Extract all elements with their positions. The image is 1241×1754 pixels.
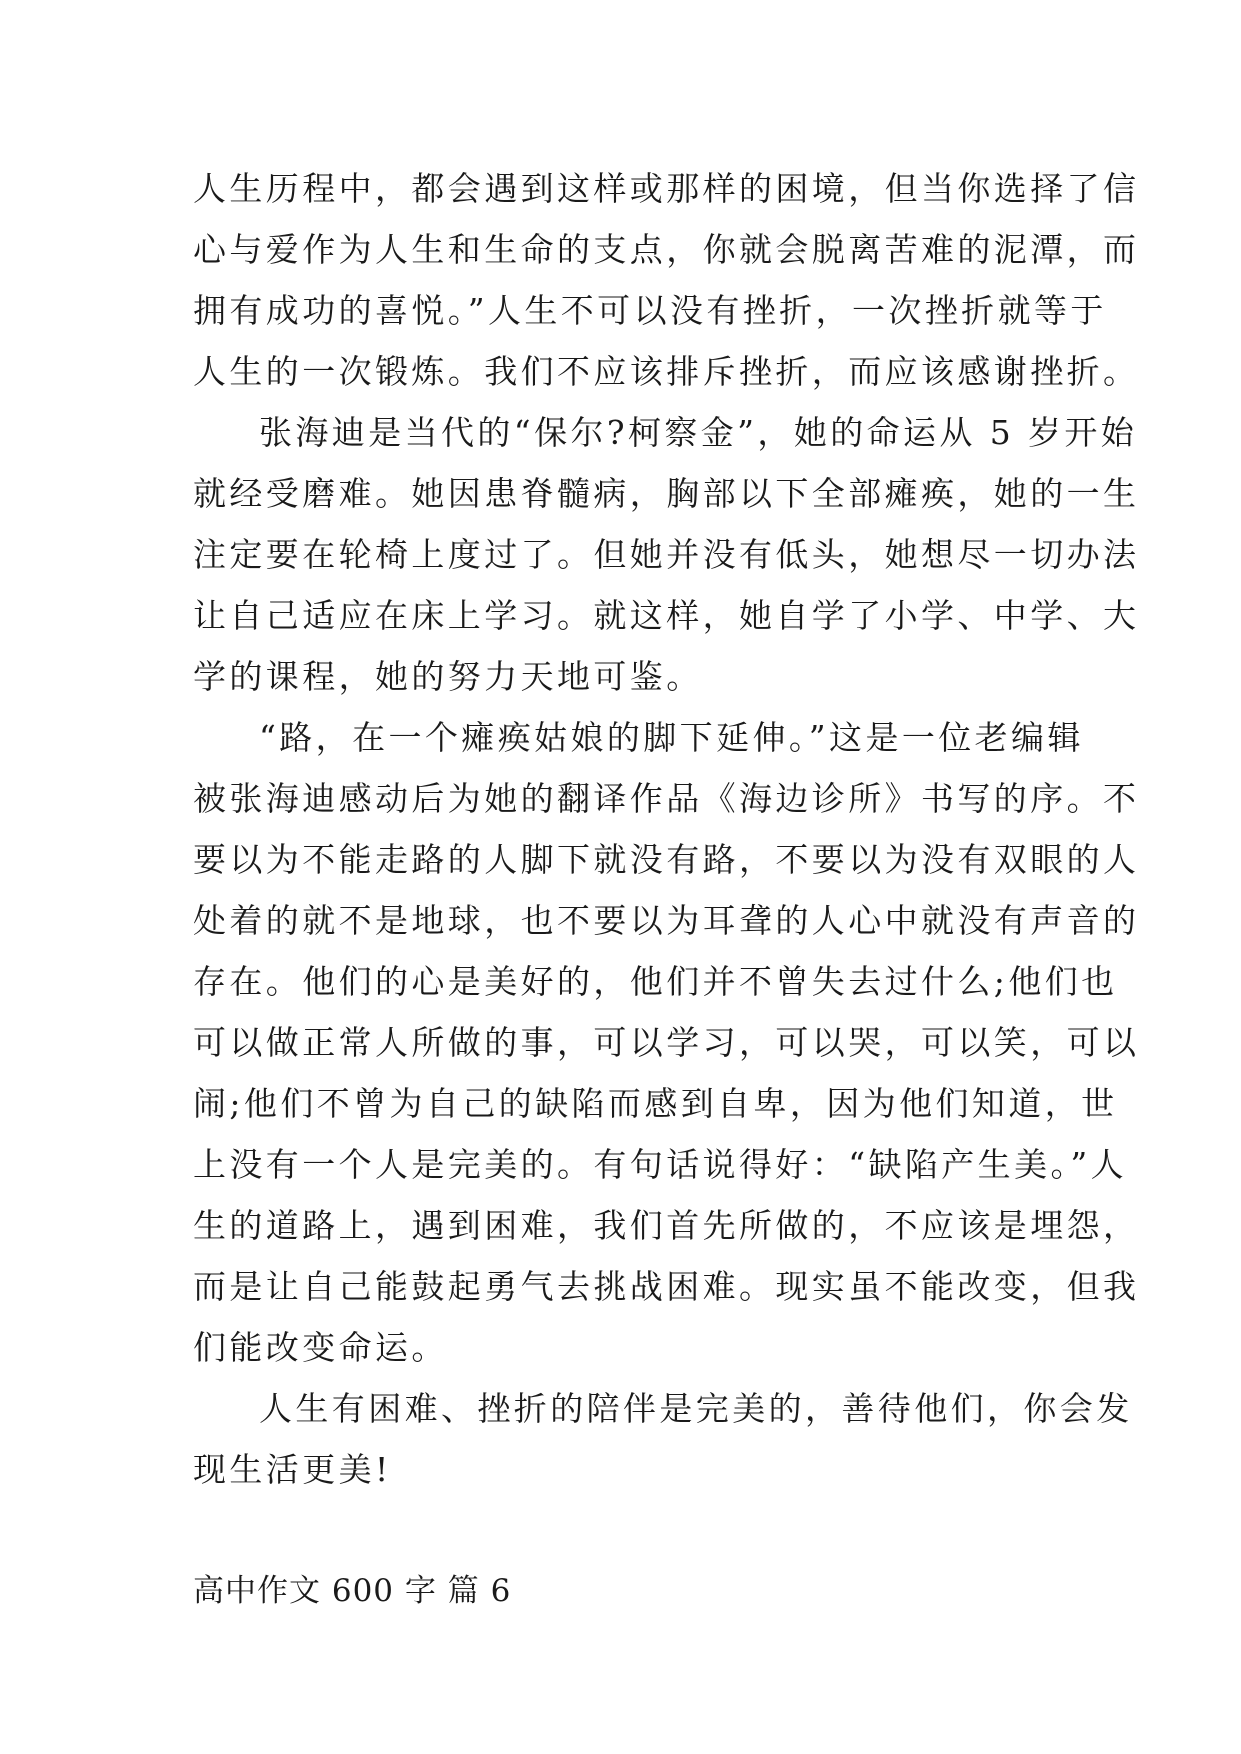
blank-line <box>193 1500 1063 1561</box>
paragraph-line: 可以做正常人所做的事，可以学习，可以哭，可以笑，可以 <box>193 1023 1140 1062</box>
paragraph-line: 要以为不能走路的人脚下就没有路，不要以为没有双眼的人 <box>193 840 1140 879</box>
paragraph-line: 闹;他们不曾为自己的缺陷而感到自卑，因为他们知道，世 <box>193 1084 1118 1123</box>
paragraph-line: 学的课程，她的努力天地可鉴。 <box>193 657 703 696</box>
paragraph-line: 让自己适应在床上学习。就这样，她自学了小学、中学、大 <box>193 596 1140 635</box>
paragraph-4 <box>193 1378 1133 1500</box>
paragraph-line: 人生有困难、挫折的陪伴是完美的，善待他们，你会发 <box>259 1389 1133 1428</box>
paragraph-line: 上没有一个人是完美的。有句话说得好：“缺陷产生美。”人 <box>193 1145 1128 1184</box>
paragraph-line: “路，在一个瘫痪姑娘的脚下延伸。”这是一位老编辑 <box>259 718 1084 757</box>
document-body <box>193 158 1140 1622</box>
paragraph-line: 生的道路上，遇到困难，我们首先所做的，不应该是埋怨， <box>193 1206 1140 1245</box>
section-heading: 高中作文 600 字 篇 6 <box>193 1573 512 1609</box>
paragraph-line: 注定要在轮椅上度过了。但她并没有低头，她想尽一切办法 <box>193 535 1140 574</box>
paragraph-line: 被张海迪感动后为她的翻译作品《海边诊所》书写的序。不 <box>193 779 1140 818</box>
paragraph-line: 就经受磨难。她因患脊髓病，胸部以下全部瘫痪，她的一生 <box>193 474 1140 513</box>
paragraph-line: 人生的一次锻炼。我们不应该排斥挫折，而应该感谢挫折。 <box>193 352 1140 391</box>
paragraph-2 <box>193 402 1140 707</box>
paragraph-line: 人生历程中，都会遇到这样或那样的困境，但当你选择了信 <box>193 169 1140 208</box>
paragraph-line: 现生活更美! <box>193 1450 392 1489</box>
paragraph-line: 而是让自己能鼓起勇气去挑战困难。现实虽不能改变，但我 <box>193 1267 1140 1306</box>
paragraph-line: 拥有成功的喜悦。”人生不可以没有挫折，一次挫折就等于 <box>193 291 1107 330</box>
paragraph-3 <box>193 707 1140 1378</box>
paragraph-line: 张海迪是当代的“保尔?柯察金”，她的命运从 5 岁开始 <box>259 413 1138 452</box>
paragraph-line: 存在。他们的心是美好的，他们并不曾失去过什么;他们也 <box>193 962 1118 1001</box>
paragraph-line: 心与爱作为人生和生命的支点，你就会脱离苦难的泥潭，而 <box>193 230 1140 269</box>
paragraph-line: 们能改变命运。 <box>193 1328 448 1367</box>
paragraph-line: 处着的就不是地球，也不要以为耳聋的人心中就没有声音的 <box>193 901 1140 940</box>
paragraph-1 <box>193 158 1140 402</box>
